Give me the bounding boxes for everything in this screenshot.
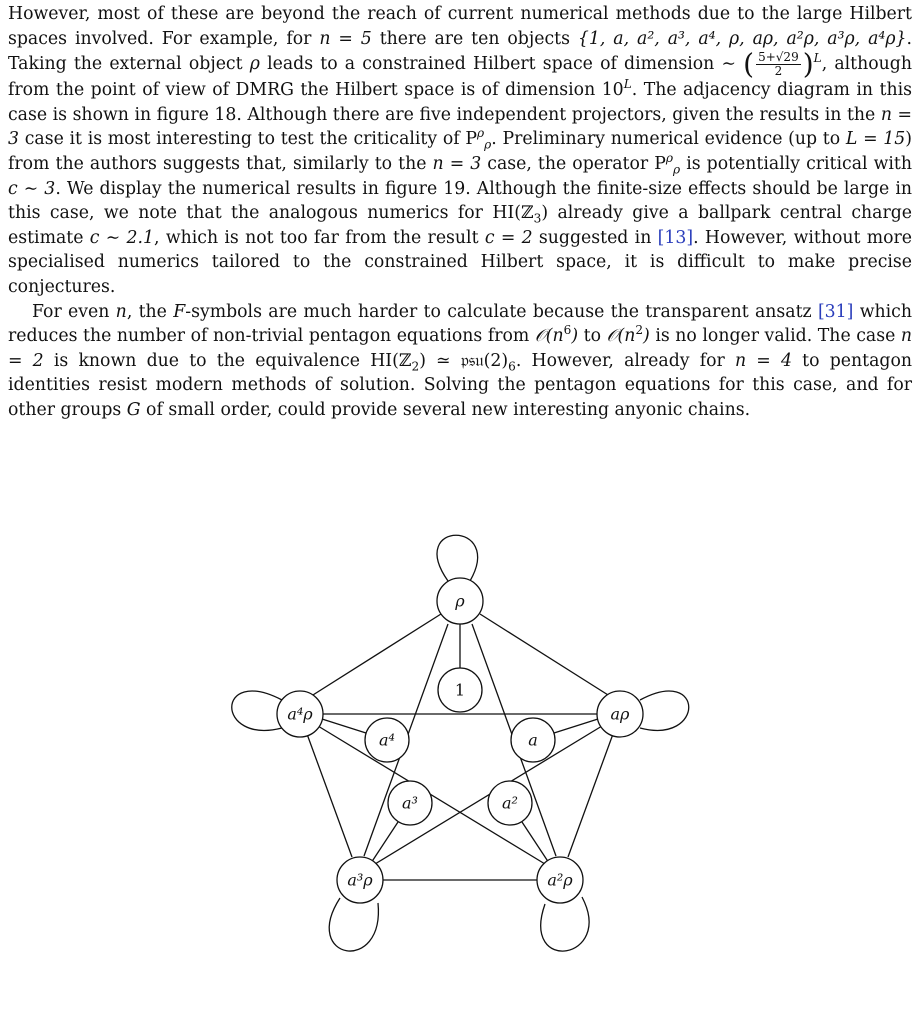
edge-arho-a2rho [568,734,613,857]
edge-rho-a4rho [305,614,441,700]
citation-link[interactable]: [13] [657,227,694,248]
paper-text [8,2,912,423]
math-inline: HI(ℤ$_2$) ≃ $𝔭𝔰𝔲(2)_6$ [370,350,516,374]
text-span: case, the operator [481,153,655,174]
paragraph-1 [8,2,912,300]
math-inline: c ∼ 3 [8,178,56,199]
text-span: ) from the authors suggests that, similarly to the [8,129,912,174]
node-label-a-rho: aρ [610,704,630,724]
math-inline: G [126,399,141,420]
math-inline: ρ [249,54,260,75]
paragraph-2 [8,300,912,423]
node-label-rho: ρ [455,591,465,611]
text-span: -symbols are much harder to calculate because the transparent ansatz [185,301,818,322]
text-span: However, most of these are beyond the reach of current numerical methods due to the large Hilbert spaces involved. For example, for [8,4,912,49]
math-inline: n = 2 [8,326,912,371]
edge-a4rho-a4 [322,719,366,733]
math-inline: n = 3 [8,104,913,150]
text-span: . However, already for [515,350,735,371]
text-span: . We display the numerical results in figure 19. Although the finite-size effects should be large in this case, we note that the analogous numerics for [8,178,913,224]
edge-a3rho-a3 [371,822,398,863]
node-label-a2-rho: a²ρ [547,870,573,890]
self-loop-a3-rho [329,898,378,951]
math-inline: {1, a, a², a³, a⁴, ρ, aρ, a²ρ, a³ρ, a⁴ρ} [577,28,907,49]
projector-symbol: $P^\rho_\rho$ [465,126,492,152]
text-span: is known due to the equivalence [43,350,371,371]
node-label-one: 1 [454,680,466,700]
text-span: is no longer valid. The case [649,326,901,347]
math-inline: n = 5 [319,28,372,49]
adjacency-diagram [0,500,920,1000]
math-inline: n = 4 [734,350,792,371]
text-span: to pentagon identities resist modern methods of solution. Solving the pentagon equations for this case, and for other groups [8,350,912,420]
text-span: to [578,326,607,347]
node-label-a4-rho: a⁴ρ [287,704,313,724]
text-span: there are ten objects [371,28,578,49]
math-inline: c ∼ 2.1 [89,227,155,248]
node-label-a4: a⁴ [379,730,395,750]
edge-arho-a [554,719,598,733]
self-loop-a-rho [640,691,689,730]
text-span: case it is most interesting to test the criticality of [19,129,466,150]
node-label-a: a [528,730,538,750]
self-loop-a2-rho [541,897,589,951]
text-span: is potentially critical with [680,153,912,174]
text-span: , although from the point of view of DMRG the Hilbert space is of dimension [8,54,912,101]
math-inline: F [173,301,186,322]
text-span: , the [126,301,174,322]
text-span: . The adjacency diagram in this case is shown in figure 18. Although there are five independent projectors, given the results in the [8,80,912,125]
edge-rho-arho [480,614,616,700]
text-span: already give a ballpark central charge estimate [8,203,912,248]
text-span: which reduces the number of non-trivial pentagon equations from [8,301,912,347]
text-span: of small order, could provide several new interesting anyonic chains. [140,399,751,420]
math-inline: n = 3 [432,153,482,174]
self-loop-rho [437,535,478,581]
math-inline: HI(ℤ$_3$) [492,203,549,226]
citation-link[interactable]: [31] [817,301,854,322]
edge-a2rho-a2 [522,822,549,863]
math-inline: L = 15 [845,129,906,150]
projector-symbol: $P^\rho_\rho$ [654,151,681,177]
text-span: . Preliminary numerical evidence (up to [491,129,846,150]
math-inline: $10^L$ [601,77,632,101]
text-span: , which is not too far from the result [154,227,485,248]
text-span: leads to a constrained Hilbert space of dimension ∼ [259,54,744,75]
node-label-a3: a³ [402,793,418,813]
diagram-svg [0,500,920,1000]
node-label-a3-rho: a³ρ [347,870,373,890]
math-inline: c = 2 [484,227,533,248]
edge-a4rho-a3rho [307,734,352,857]
math-inline: n [115,301,127,322]
math-inline: $𝒪(n^6)$ [534,323,579,347]
text-span: suggested in [532,227,658,248]
dimension-formula: ( $\frac{5+√29}{2}$ )$^L$ [743,47,822,81]
text-span: . However, without more specialised numerics tailored to the constrained Hilbert space, it is difficult to make precise conjectures. [8,227,913,297]
text-span: For even [32,301,116,322]
self-loop-a4-rho [232,691,282,730]
math-inline: $𝒪(n^2)$ [606,323,650,347]
text-span: . Taking the external object [8,28,912,75]
node-label-a2: a² [502,793,518,813]
